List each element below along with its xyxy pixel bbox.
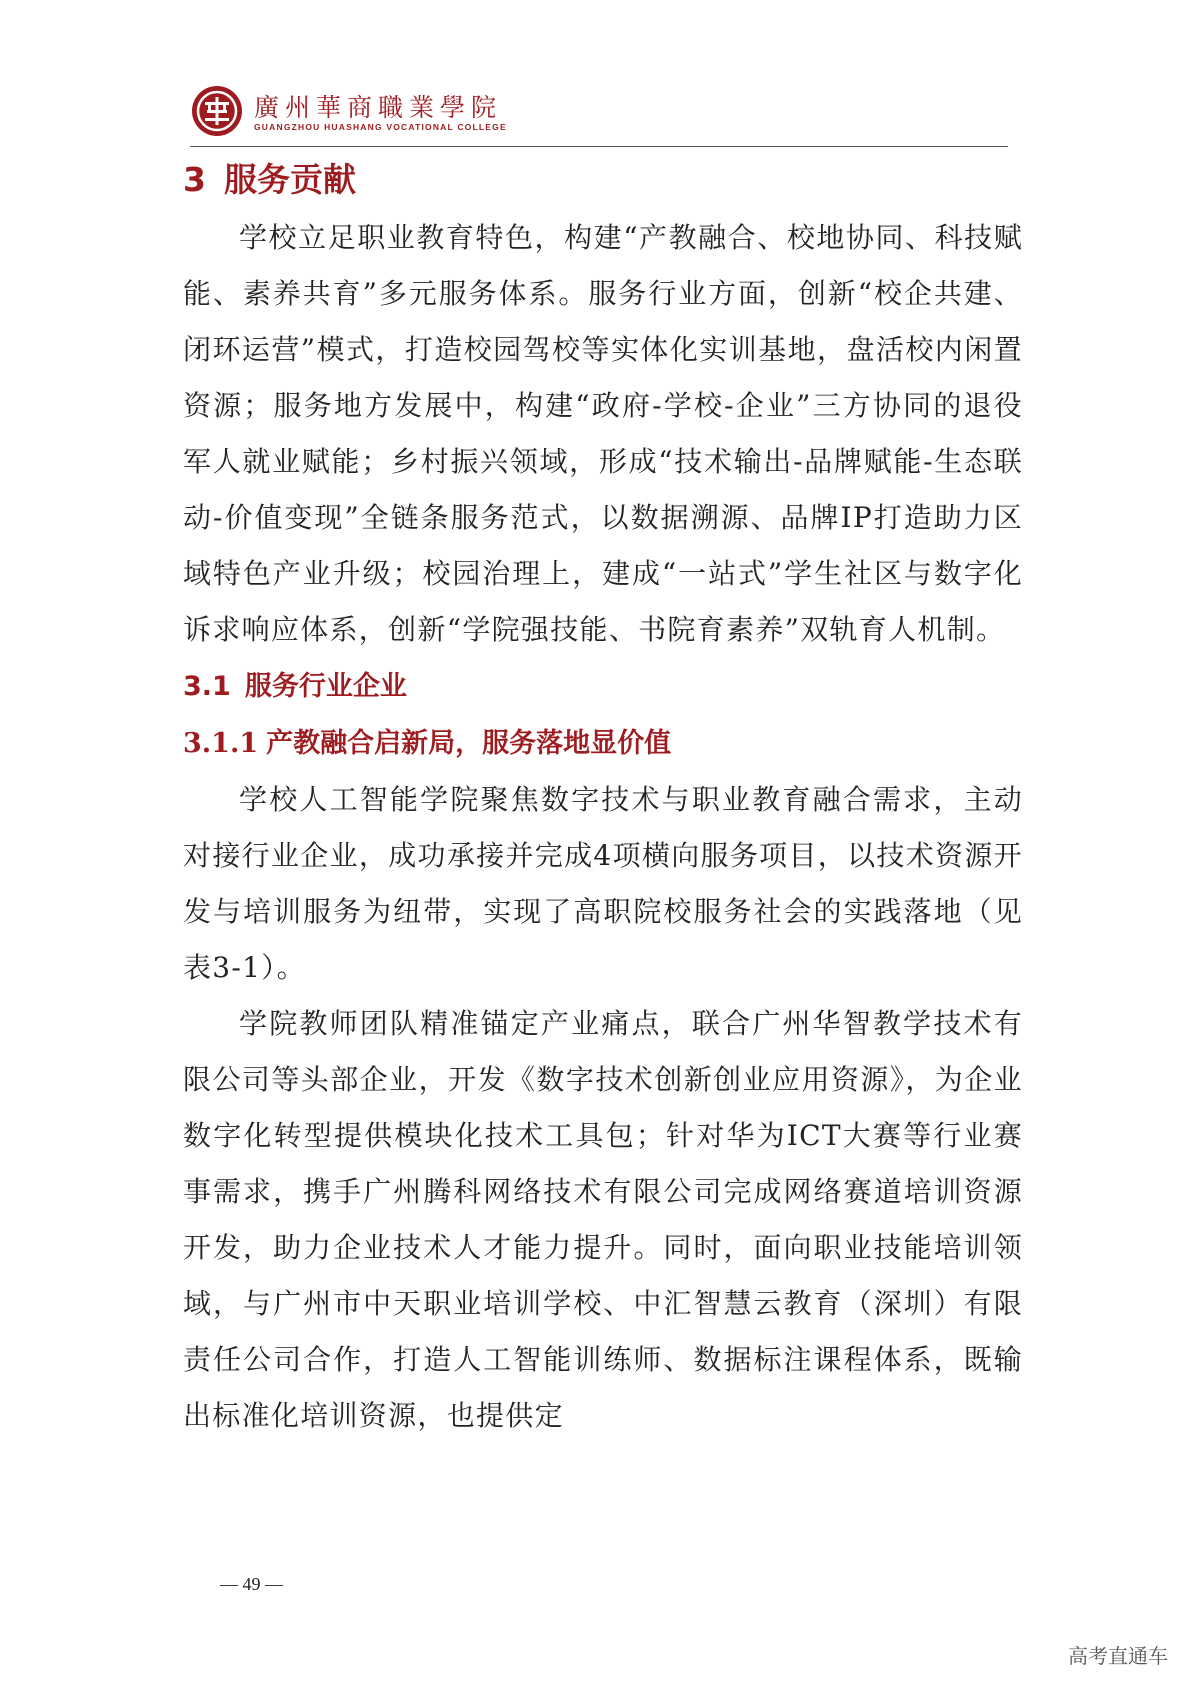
section-number: 3 xyxy=(183,160,206,199)
page-header xyxy=(190,80,1008,147)
subsubsection-heading xyxy=(183,716,1023,772)
college-name-cn: 廣州華商職業學院 xyxy=(254,93,503,122)
section-title: 服务贡献 xyxy=(223,160,356,199)
body-paragraph-1: 学校人工智能学院聚焦数字技术与职业教育融合需求，主动对接行业企业，成功承接并完成4项横向服务项目，以技术资源开发与培训服务为纽带，实现了高职院校服务社会的实践落地（见表3-1）。 xyxy=(183,783,1023,984)
page-content xyxy=(183,152,1023,1444)
subsection-heading xyxy=(183,658,1023,716)
college-seal-icon xyxy=(190,84,244,138)
subsection-number: 3.1 xyxy=(183,671,231,702)
college-name-en: GUANGZHOU HUASHANG VOCATIONAL COLLEGE xyxy=(254,122,507,132)
section-heading xyxy=(183,152,1023,208)
page-number: — 49 — xyxy=(220,1574,283,1594)
subsubsection-number: 3.1.1 xyxy=(183,728,259,759)
subsection-title: 服务行业企业 xyxy=(244,671,407,702)
subsubsection-title: 产教融合启新局，服务落地显价值 xyxy=(266,728,672,759)
section-intro-paragraph: 学校立足职业教育特色，构建“产教融合、校地协同、科技赋能、素养共育”多元服务体系。服务行业方面，创新“校企共建、闭环运营”模式，打造校园驾校等实体化实训基地，盘活校内闲置资源；服务地方发展中，构建“政府-学校-企业”三方协同的退役军人就业赋能；乡村振兴领域，形成“技术输出-品牌赋能-生态联动-价值变现”全链条服务范式，以数据溯源、品牌IP打造助力区域特色产业升级；校园治理上，建成“一站式”学生社区与数字化诉求响应体系，创新“学院强技能、书院育素养”双轨育人机制。 xyxy=(183,221,1023,646)
body-paragraph-2: 学院教师团队精准锚定产业痛点，联合广州华智教学技术有限公司等头部企业，开发《数字技术创新创业应用资源》，为企业数字化转型提供模块化技术工具包；针对华为ICT大赛等行业赛事需求，携手广州腾科网络技术有限公司完成网络赛道培训资源开发，助力企业技术人才能力提升。同时，面向职业技能培训领域，与广州市中天职业培训学校、中汇智慧云教育（深圳）有限责任公司合作，打造人工智能训练师、数据标注课程体系，既输出标准化培训资源，也提供定 xyxy=(183,1007,1023,1432)
watermark-text: 高考直通车 xyxy=(1068,1644,1168,1668)
